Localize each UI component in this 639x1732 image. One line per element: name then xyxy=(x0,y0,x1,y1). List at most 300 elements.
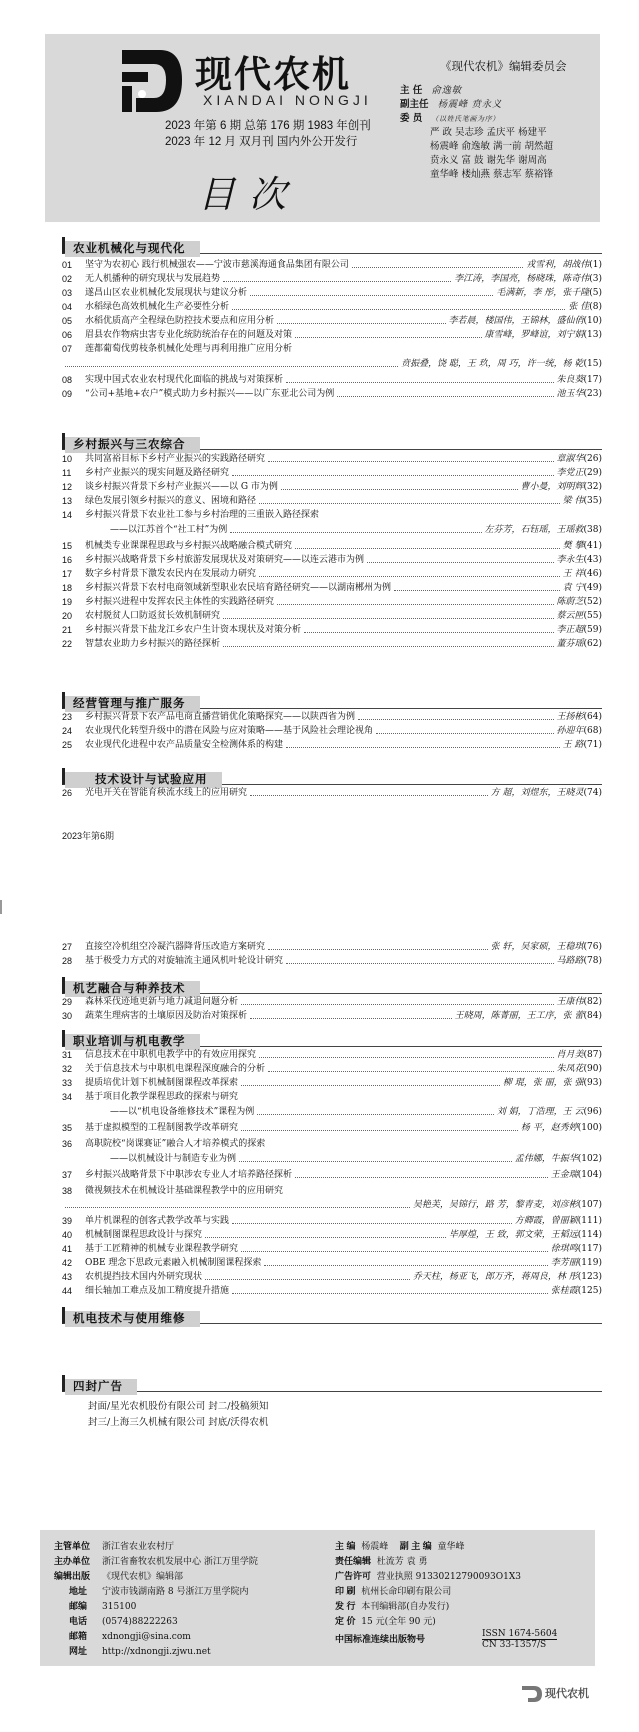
entry-title: 光电开关在智能育秧流水线上的应用研究 xyxy=(85,788,248,798)
leader-dots xyxy=(223,272,451,282)
entry-authors: 李芳丽 xyxy=(550,1258,578,1268)
entry-authors: 孙迎年 xyxy=(556,726,584,736)
entry-page: (76) xyxy=(583,942,602,952)
entry-authors: 樊 攀 xyxy=(562,541,584,551)
entry-authors: 梁 伟 xyxy=(562,496,584,506)
entry-number: 14 xyxy=(62,510,73,520)
entry-page: (93) xyxy=(583,1078,602,1088)
toc-entry[interactable] xyxy=(62,258,602,272)
toc-entry[interactable] xyxy=(62,1284,602,1298)
entry-title: 乡村振兴背景下盐龙江乡农户生计资本现状及对策分析 xyxy=(85,625,302,635)
entry-number: 12 xyxy=(62,482,73,492)
toc-entry[interactable] xyxy=(62,1242,602,1256)
toc-entry[interactable] xyxy=(62,1256,602,1270)
entry-authors: 乔天柱，杨亚飞，郎万齐，蒋周良，林 彤 xyxy=(412,1272,578,1282)
entry-authors: 徐琪鸣 xyxy=(550,1244,578,1254)
entry-page: (13) xyxy=(583,330,602,340)
entry-number: 26 xyxy=(62,788,73,798)
entry-page: (68) xyxy=(583,726,602,736)
issue-line: 2023 年 12 月 双月刊 国内外公开发行 xyxy=(165,136,358,148)
entry-number: 10 xyxy=(62,454,73,464)
entry-title: 农村脱贫人口防返贫长效机制研究 xyxy=(85,611,221,621)
leader-dots xyxy=(376,724,553,734)
leader-dots xyxy=(241,1076,500,1086)
entry-page: (78) xyxy=(583,956,602,966)
entry-number: 09 xyxy=(62,389,73,399)
leader-dots xyxy=(232,1284,548,1294)
toc-entry[interactable] xyxy=(62,1228,602,1242)
entry-page: (32) xyxy=(583,482,602,492)
entry-page: (5) xyxy=(589,288,602,298)
leader-dots xyxy=(367,553,553,563)
entry-title: 乡村振兴背景下农产品电商直播营销优化策略探究——以陕西省为例 xyxy=(85,712,356,722)
entry-title: 乡村产业振兴的现实问题及路径研究 xyxy=(85,468,230,478)
leader-dots xyxy=(259,494,560,504)
entry-page: (38) xyxy=(583,525,602,535)
toc-entry[interactable] xyxy=(62,466,602,480)
entry-number: 13 xyxy=(62,496,73,506)
entry-authors: 马路路 xyxy=(556,956,584,966)
publisher-info-line: 邮编 315100 xyxy=(68,1601,137,1612)
toc-entry-continuation[interactable] xyxy=(110,1152,602,1166)
entry-number: 28 xyxy=(62,956,73,966)
entry-page: (17) xyxy=(583,375,602,385)
issue-line: 2023 年第 6 期 总第 176 期 1983 年创刊 xyxy=(165,120,371,132)
entry-number: 37 xyxy=(62,1170,73,1180)
toc-entry-continuation[interactable] xyxy=(110,1105,602,1119)
leader-dots xyxy=(65,1198,410,1208)
entry-authors: 王 祥 xyxy=(562,569,584,579)
entry-page: (3) xyxy=(589,274,602,284)
toc-entry[interactable] xyxy=(62,1009,602,1023)
entry-authors: 杨 平，赵秀婷 xyxy=(520,1123,578,1133)
entry-page: (87) xyxy=(583,1050,602,1060)
entry-authors: 李若晨，楼国伟，王锦林，盛仙俏 xyxy=(448,316,584,326)
entry-authors: 毕厚煌，王 致，郭文荣，王韬远 xyxy=(448,1230,578,1240)
leader-dots xyxy=(232,1214,512,1224)
section-header: 职业培训与机电教学 xyxy=(62,1030,602,1047)
leader-dots xyxy=(295,539,560,549)
leader-dots xyxy=(241,1121,518,1131)
entry-number: 16 xyxy=(62,555,73,565)
entry-title: OBE 理念下思政元素融入机械制图课程探索 xyxy=(85,1258,262,1268)
entry-title: 农业现代化进程中农产品质量安全检测体系的构建 xyxy=(85,740,284,750)
leader-dots xyxy=(277,595,553,605)
entry-authors: 刘 娟，丁浩理，王 云 xyxy=(496,1107,584,1117)
entry-title: 基于极受力方式的对旋轴流主通风机叶轮设计研究 xyxy=(85,956,284,966)
entry-authors: 张 轩，吴家硕，王稳琪 xyxy=(490,942,584,952)
printer-line: 印 刷 杭州长命印刷有限公司 xyxy=(335,1586,452,1597)
entry-number: 35 xyxy=(62,1123,73,1133)
entry-number: 03 xyxy=(62,288,73,298)
toc-entry[interactable] xyxy=(62,1090,602,1104)
entry-title: 谈乡村振兴背景下乡村产业振兴——以 G 市为例 xyxy=(85,482,278,492)
publisher-info-line: 网址 http://xdnongji.zjwu.net xyxy=(68,1646,211,1657)
section-header: 经营管理与推广服务 xyxy=(62,692,602,709)
toc-entry[interactable] xyxy=(62,940,602,954)
toc-entry[interactable] xyxy=(62,1048,602,1062)
leader-dots xyxy=(232,466,553,476)
entry-authors: 陈蔚芝 xyxy=(556,597,584,607)
entry-page: (71) xyxy=(583,740,602,750)
section-header: 农业机械化与现代化 xyxy=(62,237,602,254)
toc-entry[interactable] xyxy=(62,480,602,494)
entry-page: (119) xyxy=(577,1258,602,1268)
entry-number: 11 xyxy=(62,468,72,478)
board-members-label: 委 员 （以姓氏笔画为序） xyxy=(400,113,500,124)
entry-page: (114) xyxy=(577,1230,602,1240)
leader-dots xyxy=(241,995,553,1005)
entry-title: 乡村振兴战略背景下中职涉农专业人才培养路径探析 xyxy=(85,1170,293,1180)
ad-line: 封三/上海三久机械有限公司 封底/沃得农机 xyxy=(88,1417,269,1428)
toc-entry[interactable] xyxy=(62,623,602,637)
issn-block: ISSN 1674-5604 CN 33-1357/S xyxy=(482,1629,558,1650)
entry-page: (84) xyxy=(583,1011,602,1021)
toc-entry[interactable] xyxy=(62,738,602,752)
entry-authors: 吴艳芙，吴锦行，路 芳，黎青麦，刘彦彬 xyxy=(412,1200,578,1210)
entry-page: (117) xyxy=(577,1244,602,1254)
leader-dots xyxy=(230,523,481,533)
entry-authors: 孟伟娜，牛振华 xyxy=(514,1154,578,1164)
entry-authors: 袁 宁 xyxy=(562,583,584,593)
masthead xyxy=(45,34,600,222)
entry-title: 水稻优质高产全程绿色防控技术要点和应用分析 xyxy=(85,316,275,326)
toc-entry[interactable] xyxy=(62,724,602,738)
entry-page: (59) xyxy=(583,625,602,635)
section-header: 机电技术与使用维修 xyxy=(62,1307,602,1324)
contents-title: 目次 xyxy=(198,173,300,216)
xiandai-nongji-logo-icon xyxy=(120,46,185,116)
entry-page: (82) xyxy=(583,997,602,1007)
toc-entry[interactable] xyxy=(62,710,602,724)
entry-number: 39 xyxy=(62,1216,73,1226)
entry-number: 40 xyxy=(62,1230,73,1240)
entry-number: 36 xyxy=(62,1139,73,1149)
entry-number: 32 xyxy=(62,1064,73,1074)
entry-title: 乡村振兴战略背景下乡村旅游发展现状及对策研究——以连云港市为例 xyxy=(85,555,365,565)
entry-authors: 王金瑞 xyxy=(550,1170,578,1180)
entry-number: 31 xyxy=(62,1050,73,1060)
distribution-line: 发 行 本刊编辑部(自办发行) xyxy=(335,1601,450,1612)
toc-entry[interactable] xyxy=(62,342,602,356)
leader-dots xyxy=(358,710,553,720)
leader-dots xyxy=(281,480,518,490)
brand-name-en: XIANDAI NONGJI xyxy=(203,92,372,108)
issue-note: 2023年第6期 xyxy=(62,831,115,841)
entry-number: 24 xyxy=(62,726,73,736)
leader-dots xyxy=(232,300,565,310)
entry-number: 18 xyxy=(62,583,73,593)
board-member-row: 杨震峰 俞逸敏 满一前 胡然超 xyxy=(430,141,554,152)
board-director: 主 任 俞逸敏 xyxy=(400,85,462,96)
entry-number: 34 xyxy=(62,1092,73,1102)
entry-authors: 章淑华 xyxy=(556,454,584,464)
entry-number: 15 xyxy=(62,541,73,551)
issn-label: 中国标准连续出版物号 xyxy=(335,1634,426,1644)
entry-title: 乡村振兴背景下农业社工参与乡村治理的三重嵌入路径探索 xyxy=(85,510,320,520)
leader-dots xyxy=(241,1242,548,1252)
entry-title: 森林采伐迹地更新与地力减退问题分析 xyxy=(85,997,239,1007)
toc-entry[interactable] xyxy=(62,567,602,581)
entry-title: 绿色发展引领乡村振兴的意义、困境和路径 xyxy=(85,496,257,506)
toc-entry[interactable] xyxy=(62,286,602,300)
entry-title: 智慧农业助力乡村振兴的路径探析 xyxy=(85,639,221,649)
entry-authors: 蔡云匣 xyxy=(556,611,584,621)
toc-entry[interactable] xyxy=(62,553,602,567)
entry-title: 水稻绿色高效机械化生产必要性分析 xyxy=(85,302,230,312)
entry-title: ——以“机电设备维修技术”课程为例 xyxy=(110,1107,255,1117)
toc-entry[interactable] xyxy=(62,995,602,1009)
leader-dots xyxy=(352,258,523,268)
toc-entry[interactable] xyxy=(62,1062,602,1076)
entry-authors: 曹小曼，刘明辉 xyxy=(520,482,584,492)
ad-license-line: 广告许可 营业执照 91330212790093O1X3 xyxy=(335,1571,522,1582)
entry-number: 29 xyxy=(62,997,73,1007)
leader-dots xyxy=(295,328,481,338)
leader-dots xyxy=(277,314,445,324)
leader-dots xyxy=(250,786,488,796)
entry-number: 05 xyxy=(62,316,73,326)
section-header: 机艺融合与种养技术 xyxy=(62,977,602,994)
toc-entry[interactable] xyxy=(62,539,602,553)
entry-number: 01 xyxy=(62,260,73,270)
entry-page: (64) xyxy=(583,712,602,722)
leader-dots xyxy=(205,1228,446,1238)
entry-page: (100) xyxy=(577,1123,602,1133)
section-header: 乡村振兴与三农综合 xyxy=(62,433,602,450)
toc-entry[interactable] xyxy=(62,786,602,800)
edge-mark xyxy=(0,900,2,914)
entry-authors: 李党正 xyxy=(556,468,584,478)
toc-entry[interactable] xyxy=(62,609,602,623)
entry-number: 30 xyxy=(62,1011,73,1021)
toc-entry[interactable] xyxy=(62,1137,602,1151)
entry-title: 乡村振兴背景下农村电商领域新型职业农民培育路径研究——以湖南郴州为例 xyxy=(85,583,392,593)
publisher-info-line: 主办单位 浙江省畜牧农机发展中心 浙江万里学院 xyxy=(54,1556,258,1567)
entry-page: (10) xyxy=(583,316,602,326)
board-member-row: 严 政 吴志珍 孟庆平 杨建平 xyxy=(430,127,547,138)
leader-dots xyxy=(264,1256,547,1266)
toc-entry[interactable] xyxy=(62,452,602,466)
entry-number: 04 xyxy=(62,302,73,312)
leader-dots xyxy=(257,1105,494,1115)
entry-title: 遂昌山区农业机械化发展现状与建议分析 xyxy=(85,288,248,298)
entry-title: 乡村振兴进程中发挥农民主体性的实践路径研究 xyxy=(85,597,275,607)
leader-dots xyxy=(337,387,553,397)
entry-number: 08 xyxy=(62,375,73,385)
entry-title: 莲都葡萄伐剪枝条机械化处理与再利用推广应用分析 xyxy=(85,344,293,354)
editor-line: 主 编 杨震峰 副 主 编 童华峰 xyxy=(335,1541,465,1552)
entry-page: (96) xyxy=(583,1107,602,1117)
entry-page: (49) xyxy=(583,583,602,593)
entry-title: 基于工匠精神的机械专业课程教学研究 xyxy=(85,1244,239,1254)
leader-dots xyxy=(286,738,560,748)
leader-dots xyxy=(268,1062,553,1072)
entry-number: 41 xyxy=(62,1244,73,1254)
entry-authors: 肖月美 xyxy=(556,1050,584,1060)
entry-authors: 戎雪利，胡战伟 xyxy=(526,260,590,270)
toc-entry[interactable] xyxy=(62,508,602,522)
resp-editor-line: 责任编辑 杜流芳 袁 勇 xyxy=(335,1556,428,1567)
leader-dots xyxy=(268,940,488,950)
entry-authors: 方 超，刘煜东，王晓灵 xyxy=(490,788,584,798)
entry-authors: 张桂霞 xyxy=(550,1286,578,1296)
entry-number: 07 xyxy=(62,344,73,354)
entry-page: (111) xyxy=(577,1216,602,1226)
entry-number: 20 xyxy=(62,611,73,621)
entry-title: 机械制图课程思政设计与探究 xyxy=(85,1230,203,1240)
entry-title: 细长轴加工难点及加工精度提升措施 xyxy=(85,1286,230,1296)
entry-authors: 李永生 xyxy=(556,555,584,565)
entry-page: (55) xyxy=(583,611,602,621)
toc-entry[interactable] xyxy=(62,1214,602,1228)
publication-info xyxy=(40,1530,595,1666)
entry-number: 27 xyxy=(62,942,73,952)
entry-title: 单片机课程的创客式教学改革与实践 xyxy=(85,1216,230,1226)
toc-entry[interactable] xyxy=(62,1184,602,1198)
publisher-info-line: 邮箱 xdnongji@sina.com xyxy=(68,1631,191,1642)
toc-entry[interactable] xyxy=(62,1076,602,1090)
entry-page: (8) xyxy=(589,302,602,312)
leader-dots xyxy=(250,1009,452,1019)
entry-title: ——以机械设计与制造专业为例 xyxy=(110,1154,237,1164)
section-header: 技术设计与试验应用 xyxy=(62,768,602,785)
leader-dots xyxy=(239,1152,512,1162)
entry-page: (52) xyxy=(583,597,602,607)
entry-title: 微视频技术在机械设计基础课程教学中的应用研究 xyxy=(85,1186,284,1196)
entry-page: (23) xyxy=(583,389,602,399)
entry-number: 22 xyxy=(62,639,73,649)
leader-dots xyxy=(259,567,560,577)
toc-entry[interactable] xyxy=(62,954,602,968)
entry-number: 17 xyxy=(62,569,73,579)
entry-title: “公司+基地+农户”模式助力乡村振兴——以广东亚北公司为例 xyxy=(85,389,335,399)
board-member-row: 童华峰 楼灿燕 蔡志军 蔡裕锋 xyxy=(430,169,554,180)
bottom-logo-text: 现代农机 xyxy=(545,1688,589,1700)
publisher-info-line: 电话 (0574)88222263 xyxy=(68,1616,178,1627)
entry-number: 42 xyxy=(62,1258,73,1268)
entry-authors: 柳 琨，张 丽，张 强 xyxy=(502,1078,584,1088)
leader-dots xyxy=(65,357,398,367)
entry-number: 02 xyxy=(62,274,73,284)
publisher-info-line: 编辑出版 《现代农机》编辑部 xyxy=(54,1571,184,1582)
entry-authors: 左芬芳，石钰瑶，王瑶救 xyxy=(484,525,584,535)
entry-page: (26) xyxy=(583,454,602,464)
entry-page: (46) xyxy=(583,569,602,579)
leader-dots xyxy=(304,623,553,633)
publisher-info-line: 主管单位 浙江省农业农村厅 xyxy=(54,1541,175,1552)
section-header: 四封广告 xyxy=(62,1375,602,1392)
leader-dots xyxy=(295,1168,548,1178)
toc-entry[interactable] xyxy=(62,373,602,387)
entry-page: (123) xyxy=(577,1272,602,1282)
entry-title: 直接空冷机组空冷凝汽器降背压改造方案研究 xyxy=(85,942,266,952)
entry-number: 25 xyxy=(62,740,73,750)
board-member-row: 贲永义 富 鼓 谢先华 谢周高 xyxy=(430,155,547,166)
entry-number: 33 xyxy=(62,1078,73,1088)
entry-page: (107) xyxy=(577,1200,602,1210)
ad-line: 封面/星光农机股份有限公司 封二/投稿须知 xyxy=(88,1401,269,1412)
entry-authors: 贲振叠，饶 聪，王 玖，周 巧，许一统，杨 乾 xyxy=(401,359,584,369)
entry-page: (74) xyxy=(583,788,602,798)
leader-dots xyxy=(205,1270,410,1280)
entry-page: (125) xyxy=(577,1286,602,1296)
entry-title: 共同富裕目标下乡村产业振兴的实践路径研究 xyxy=(85,454,266,464)
leader-dots xyxy=(394,581,560,591)
board-title: 《现代农机》编辑委员会 xyxy=(440,59,567,73)
entry-number: 23 xyxy=(62,712,73,722)
entry-page: (104) xyxy=(577,1170,602,1180)
leader-dots xyxy=(268,452,553,462)
toc-entry[interactable] xyxy=(62,595,602,609)
entry-page: (35) xyxy=(583,496,602,506)
entry-authors: 张 佳 xyxy=(568,302,590,312)
toc-entry[interactable] xyxy=(62,637,602,651)
publisher-info-line: 地址 宁波市钱湖南路 8 号浙江万里学院内 xyxy=(68,1586,249,1597)
entry-title: ——以江苏首个“社工村”为例 xyxy=(110,525,228,535)
toc-entry-continuation[interactable] xyxy=(110,523,602,537)
leader-dots xyxy=(223,609,553,619)
toc-entry[interactable] xyxy=(62,1168,602,1182)
brand-name: 现代农机 xyxy=(195,54,351,95)
toc-entry[interactable] xyxy=(62,300,602,314)
entry-authors: 董芬瑶 xyxy=(556,639,584,649)
leader-dots xyxy=(250,286,493,296)
toc-entry[interactable] xyxy=(62,314,602,328)
entry-authors: 王 路 xyxy=(562,740,584,750)
entry-title: 农机提挡技术国内外研究现状 xyxy=(85,1272,203,1282)
leader-dots xyxy=(223,637,553,647)
entry-authors: 王晓周，陈菁丽，王工序，张 蕾 xyxy=(454,1011,584,1021)
entry-title: 坚守为农初心 践行机械强农——宁波市慈溪海通食品集团有限公司 xyxy=(85,260,349,270)
toc-entry[interactable] xyxy=(62,328,602,342)
toc-entry[interactable] xyxy=(62,494,602,508)
leader-dots xyxy=(286,373,553,383)
entry-number: 44 xyxy=(62,1286,73,1296)
entry-page: (90) xyxy=(583,1064,602,1074)
toc-entry[interactable] xyxy=(62,387,602,401)
entry-title: 数字乡村背景下激发农民内在发展动力研究 xyxy=(85,569,257,579)
entry-page: (41) xyxy=(583,541,602,551)
toc-entry-continuation[interactable] xyxy=(62,357,602,371)
entry-authors: 毛满新，李 彤，张千隆 xyxy=(496,288,590,298)
entry-page: (29) xyxy=(583,468,602,478)
entry-authors: 李江涛，李国亮，杨晓珠，陈奇伟 xyxy=(454,274,590,284)
entry-number: 43 xyxy=(62,1272,73,1282)
entry-authors: 李正超 xyxy=(556,625,584,635)
entry-authors: 王康伟 xyxy=(556,997,584,1007)
toc-entry[interactable] xyxy=(62,272,602,286)
entry-authors: 康雪峰，罗峰谊，刘宁娟 xyxy=(484,330,584,340)
entry-authors: 王扬彬 xyxy=(556,712,584,722)
entry-number: 38 xyxy=(62,1186,73,1196)
price-line: 定 价 15 元(全年 90 元) xyxy=(335,1616,436,1627)
entry-authors: 池玉华 xyxy=(556,389,584,399)
entry-title: 基于虚拟模型的工程制图教学改革研究 xyxy=(85,1123,239,1133)
entry-page: (102) xyxy=(577,1154,602,1164)
entry-title: 眉县农作物病虫害专业化统防统治存在的问题及对策 xyxy=(85,330,293,340)
toc-entry[interactable] xyxy=(62,581,602,595)
entry-page: (62) xyxy=(583,639,602,649)
toc-entry-continuation[interactable] xyxy=(62,1198,602,1212)
entry-authors: 方卿霞，曾丽颖 xyxy=(514,1216,578,1226)
leader-dots xyxy=(259,1048,553,1058)
toc-entry[interactable] xyxy=(62,1121,602,1135)
toc-entry[interactable] xyxy=(62,1270,602,1284)
entry-page: (43) xyxy=(583,555,602,565)
entry-number: 06 xyxy=(62,330,73,340)
entry-authors: 朱良葵 xyxy=(556,375,584,385)
